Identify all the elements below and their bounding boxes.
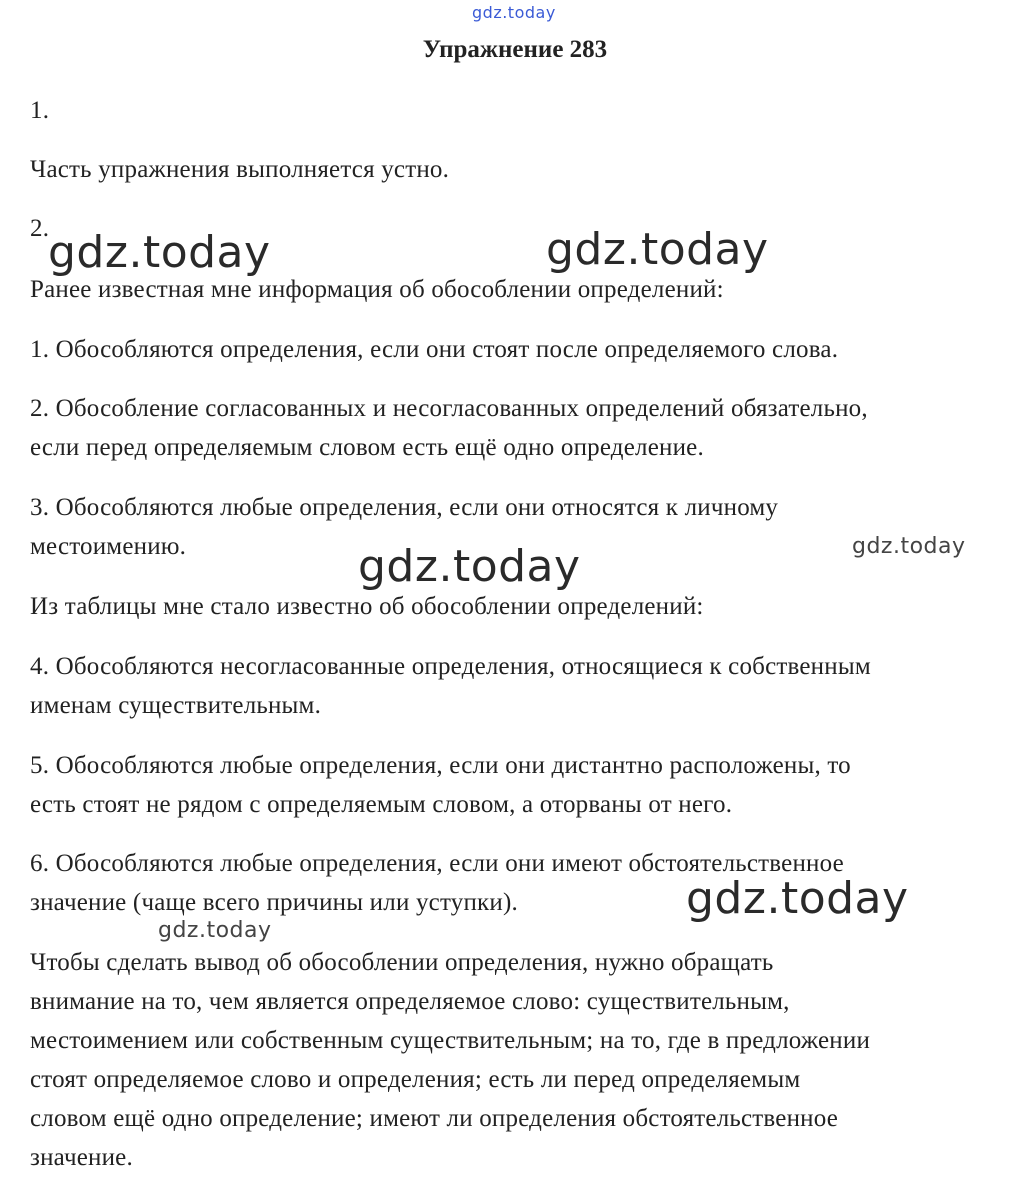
rule-5-line-2: есть стоят не рядом с определяемым словом, а оторваны от него. — [30, 791, 733, 818]
rule-5-line-1: 5. Обособляются любые определения, если они дистантно расположены, то — [30, 752, 851, 779]
rule-4-line-1: 4. Обособляются несогласованные определения, относящиеся к собственным — [30, 653, 871, 680]
rule-2-line-1: 2. Обособление согласованных и несогласованных определений обязательно, — [30, 395, 868, 422]
conclusion-line-6: значение. — [30, 1144, 133, 1171]
watermark-1: gdz.today — [48, 227, 271, 278]
section-2-number: 2. — [30, 215, 50, 242]
section-1-number: 1. — [30, 97, 50, 124]
watermark-4: gdz.today — [852, 534, 966, 559]
watermark-3: gdz.today — [358, 541, 581, 592]
section-2-intro: Ранее известная мне информация об обособлении определений: — [30, 276, 724, 303]
conclusion-line-5: словом ещё одно определение; имеют ли определения обстоятельственное — [30, 1105, 839, 1132]
conclusion-line-1: Чтобы сделать вывод об обособлении определения, нужно обращать — [30, 949, 774, 976]
rule-2-line-2: если перед определяемым словом есть ещё одно определение. — [30, 434, 704, 461]
conclusion-line-4: стоят определяемое слово и определения; есть ли перед определяемым — [30, 1066, 801, 1093]
rule-1: 1. Обособляются определения, если они стоят после определяемого слова. — [30, 336, 839, 363]
rule-4-line-2: именам существительным. — [30, 692, 322, 719]
conclusion-line-2: внимание на то, чем является определяемое слово: существительным, — [30, 988, 790, 1015]
watermark-6: gdz.today — [158, 918, 272, 943]
watermark-5: gdz.today — [686, 873, 909, 924]
conclusion-line-3: местоимением или собственным существительным; на то, где в предложении — [30, 1027, 871, 1054]
rule-3-line-2: местоимению. — [30, 533, 187, 560]
page-title: Упражнение 283 — [422, 36, 608, 63]
table-intro: Из таблицы мне стало известно об обособлении определений: — [30, 593, 704, 620]
watermark-2: gdz.today — [546, 224, 769, 275]
rule-6-line-1: 6. Обособляются любые определения, если они имеют обстоятельственное — [30, 850, 844, 877]
rule-3-line-1: 3. Обособляются любые определения, если они относятся к личному — [30, 494, 779, 521]
rule-6-line-2: значение (чаще всего причины или уступки). — [30, 889, 518, 916]
watermark-top: gdz.today — [472, 3, 556, 22]
section-1-text: Часть упражнения выполняется устно. — [30, 156, 450, 183]
